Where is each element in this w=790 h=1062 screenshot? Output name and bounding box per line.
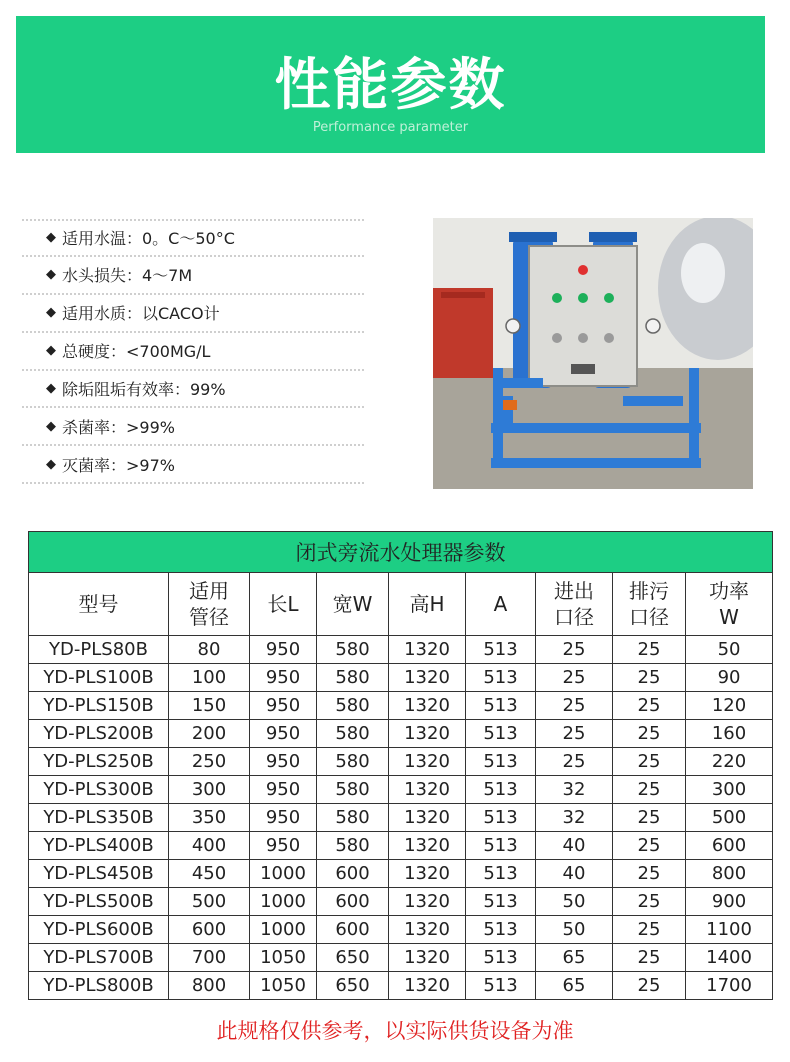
spec-item [22,295,364,333]
diamond-bullet-icon: ◆ [46,267,56,283]
table-cell: 65 [536,944,613,972]
model-cell: YD-PLS800B [29,972,169,1000]
table-cell: 513 [466,972,536,1000]
table-row [29,972,773,1000]
table-cell: 32 [536,804,613,832]
table-cell: 25 [613,720,686,748]
column-header: A [466,573,536,636]
table-row [29,804,773,832]
model-cell: YD-PLS600B [29,916,169,944]
table-cell: 700 [169,944,250,972]
table-row [29,692,773,720]
table-cell: 600 [317,860,389,888]
table-cell: 32 [536,776,613,804]
table-cell: 25 [613,832,686,860]
table-cell: 25 [613,664,686,692]
table-row [29,636,773,664]
column-header: 进出 口径 [536,573,613,636]
table-cell: 580 [317,636,389,664]
table-cell: 25 [613,888,686,916]
spec-item [22,371,364,409]
model-cell: YD-PLS150B [29,692,169,720]
spec-item [22,408,364,446]
table-cell: 25 [613,972,686,1000]
table-cell: 80 [169,636,250,664]
table-cell: 600 [317,888,389,916]
table-row [29,832,773,860]
model-cell: YD-PLS80B [29,636,169,664]
table-cell: 50 [536,888,613,916]
table-cell: 1700 [686,972,773,1000]
model-cell: YD-PLS400B [29,832,169,860]
table-cell: 513 [466,860,536,888]
column-header: 适用 管径 [169,573,250,636]
spec-item [22,446,364,484]
table-cell: 580 [317,692,389,720]
table-cell: 950 [250,720,317,748]
spec-item [22,333,364,371]
table-row [29,944,773,972]
table-cell: 200 [169,720,250,748]
table-cell: 160 [686,720,773,748]
table-cell: 513 [466,888,536,916]
table-cell: 1100 [686,916,773,944]
table-cell: 40 [536,860,613,888]
table-cell: 1320 [389,776,466,804]
model-cell: YD-PLS450B [29,860,169,888]
table-cell: 650 [317,944,389,972]
table-cell: 513 [466,832,536,860]
table-cell: 25 [536,720,613,748]
spec-text: 灭菌率：>97% [62,455,175,475]
table-cell: 1320 [389,972,466,1000]
table-cell: 1320 [389,888,466,916]
table-cell: 1400 [686,944,773,972]
table-cell: 600 [169,916,250,944]
table-cell: 350 [169,804,250,832]
table-cell: 580 [317,804,389,832]
table-cell: 50 [686,636,773,664]
spec-list [22,219,364,484]
table-cell: 513 [466,944,536,972]
table-cell: 400 [169,832,250,860]
table-cell: 220 [686,748,773,776]
table-cell: 950 [250,692,317,720]
column-header: 型号 [29,573,169,636]
table-cell: 950 [250,804,317,832]
header-banner [16,16,765,153]
table-cell: 120 [686,692,773,720]
table-cell: 1320 [389,748,466,776]
table-cell: 950 [250,664,317,692]
column-header: 宽W [317,573,389,636]
table-cell: 25 [613,804,686,832]
table-cell: 513 [466,916,536,944]
table-cell: 900 [686,888,773,916]
table-cell: 25 [536,664,613,692]
table-cell: 1320 [389,916,466,944]
table-cell: 1050 [250,972,317,1000]
spec-text: 杀菌率：>99% [62,417,175,437]
spec-text: 适用水温：0。C～50°C [62,229,235,249]
table-cell: 450 [169,860,250,888]
spec-item [22,219,364,257]
table-cell: 580 [317,720,389,748]
table-cell: 50 [536,916,613,944]
table-cell: 950 [250,776,317,804]
table-cell: 500 [169,888,250,916]
disclaimer-note: 此规格仅供参考，以实际供货设备为准 [216,1019,574,1043]
table-header-row [29,573,773,636]
table-cell: 65 [536,972,613,1000]
table-cell: 513 [466,776,536,804]
table-row [29,720,773,748]
table-cell: 513 [466,720,536,748]
table-cell: 513 [466,748,536,776]
table-cell: 25 [613,692,686,720]
table-row [29,888,773,916]
params-table [28,531,773,1000]
table-title: 闭式旁流水处理器参数 [29,532,773,573]
column-header: 功率 W [686,573,773,636]
table-cell: 513 [466,636,536,664]
table-cell: 1320 [389,720,466,748]
product-photo [433,218,753,489]
table-cell: 950 [250,748,317,776]
table-row [29,860,773,888]
model-cell: YD-PLS250B [29,748,169,776]
table-cell: 25 [613,916,686,944]
table-cell: 25 [536,748,613,776]
diamond-bullet-icon: ◆ [46,456,56,472]
table-cell: 25 [613,776,686,804]
table-cell: 800 [686,860,773,888]
table-cell: 580 [317,776,389,804]
table-cell: 580 [317,748,389,776]
table-cell: 580 [317,832,389,860]
table-cell: 513 [466,804,536,832]
table-cell: 1320 [389,832,466,860]
table-cell: 150 [169,692,250,720]
table-cell: 40 [536,832,613,860]
table-cell: 25 [613,636,686,664]
table-cell: 600 [686,832,773,860]
table-cell: 800 [169,972,250,1000]
model-cell: YD-PLS500B [29,888,169,916]
table-cell: 1320 [389,944,466,972]
model-cell: YD-PLS300B [29,776,169,804]
diamond-bullet-icon: ◆ [46,305,56,321]
table-cell: 1320 [389,664,466,692]
table-cell: 25 [536,692,613,720]
page-title: 性能参数 [274,53,507,118]
table-cell: 100 [169,664,250,692]
table-cell: 513 [466,692,536,720]
table-row [29,776,773,804]
table-cell: 1320 [389,636,466,664]
table-cell: 300 [169,776,250,804]
table-cell: 25 [613,944,686,972]
table-cell: 90 [686,664,773,692]
column-header: 长L [250,573,317,636]
column-header: 高H [389,573,466,636]
table-cell: 25 [613,860,686,888]
model-cell: YD-PLS350B [29,804,169,832]
column-header: 排污 口径 [613,573,686,636]
table-body [29,636,773,1000]
table-row [29,916,773,944]
spec-text: 适用水质：以CACO计 [62,304,220,324]
diamond-bullet-icon: ◆ [46,418,56,434]
table-cell: 950 [250,832,317,860]
spec-text: 除垢阻垢有效率：99% [62,380,226,399]
model-cell: YD-PLS200B [29,720,169,748]
table-cell: 25 [613,748,686,776]
table-cell: 25 [536,636,613,664]
diamond-bullet-icon: ◆ [46,230,56,246]
spec-text: 水头损失：4～7M [62,266,193,286]
spec-text: 总硬度：<700MG/L [62,342,211,362]
model-cell: YD-PLS100B [29,664,169,692]
table-cell: 1320 [389,860,466,888]
table-cell: 580 [317,664,389,692]
table-cell: 1320 [389,692,466,720]
spec-item [22,257,364,295]
table-cell: 300 [686,776,773,804]
table-cell: 250 [169,748,250,776]
page-subtitle: Performance parameter [312,120,469,135]
table-cell: 950 [250,636,317,664]
water-treatment-unit-illustration [433,218,753,489]
table-cell: 1000 [250,860,317,888]
table-cell: 1000 [250,888,317,916]
table-cell: 1320 [389,804,466,832]
table-cell: 513 [466,664,536,692]
table-cell: 1000 [250,916,317,944]
table-row [29,748,773,776]
table-cell: 650 [317,972,389,1000]
model-cell: YD-PLS700B [29,944,169,972]
table-cell: 600 [317,916,389,944]
table-row [29,664,773,692]
table-cell: 500 [686,804,773,832]
diamond-bullet-icon: ◆ [46,343,56,359]
diamond-bullet-icon: ◆ [46,381,56,396]
table-cell: 1050 [250,944,317,972]
